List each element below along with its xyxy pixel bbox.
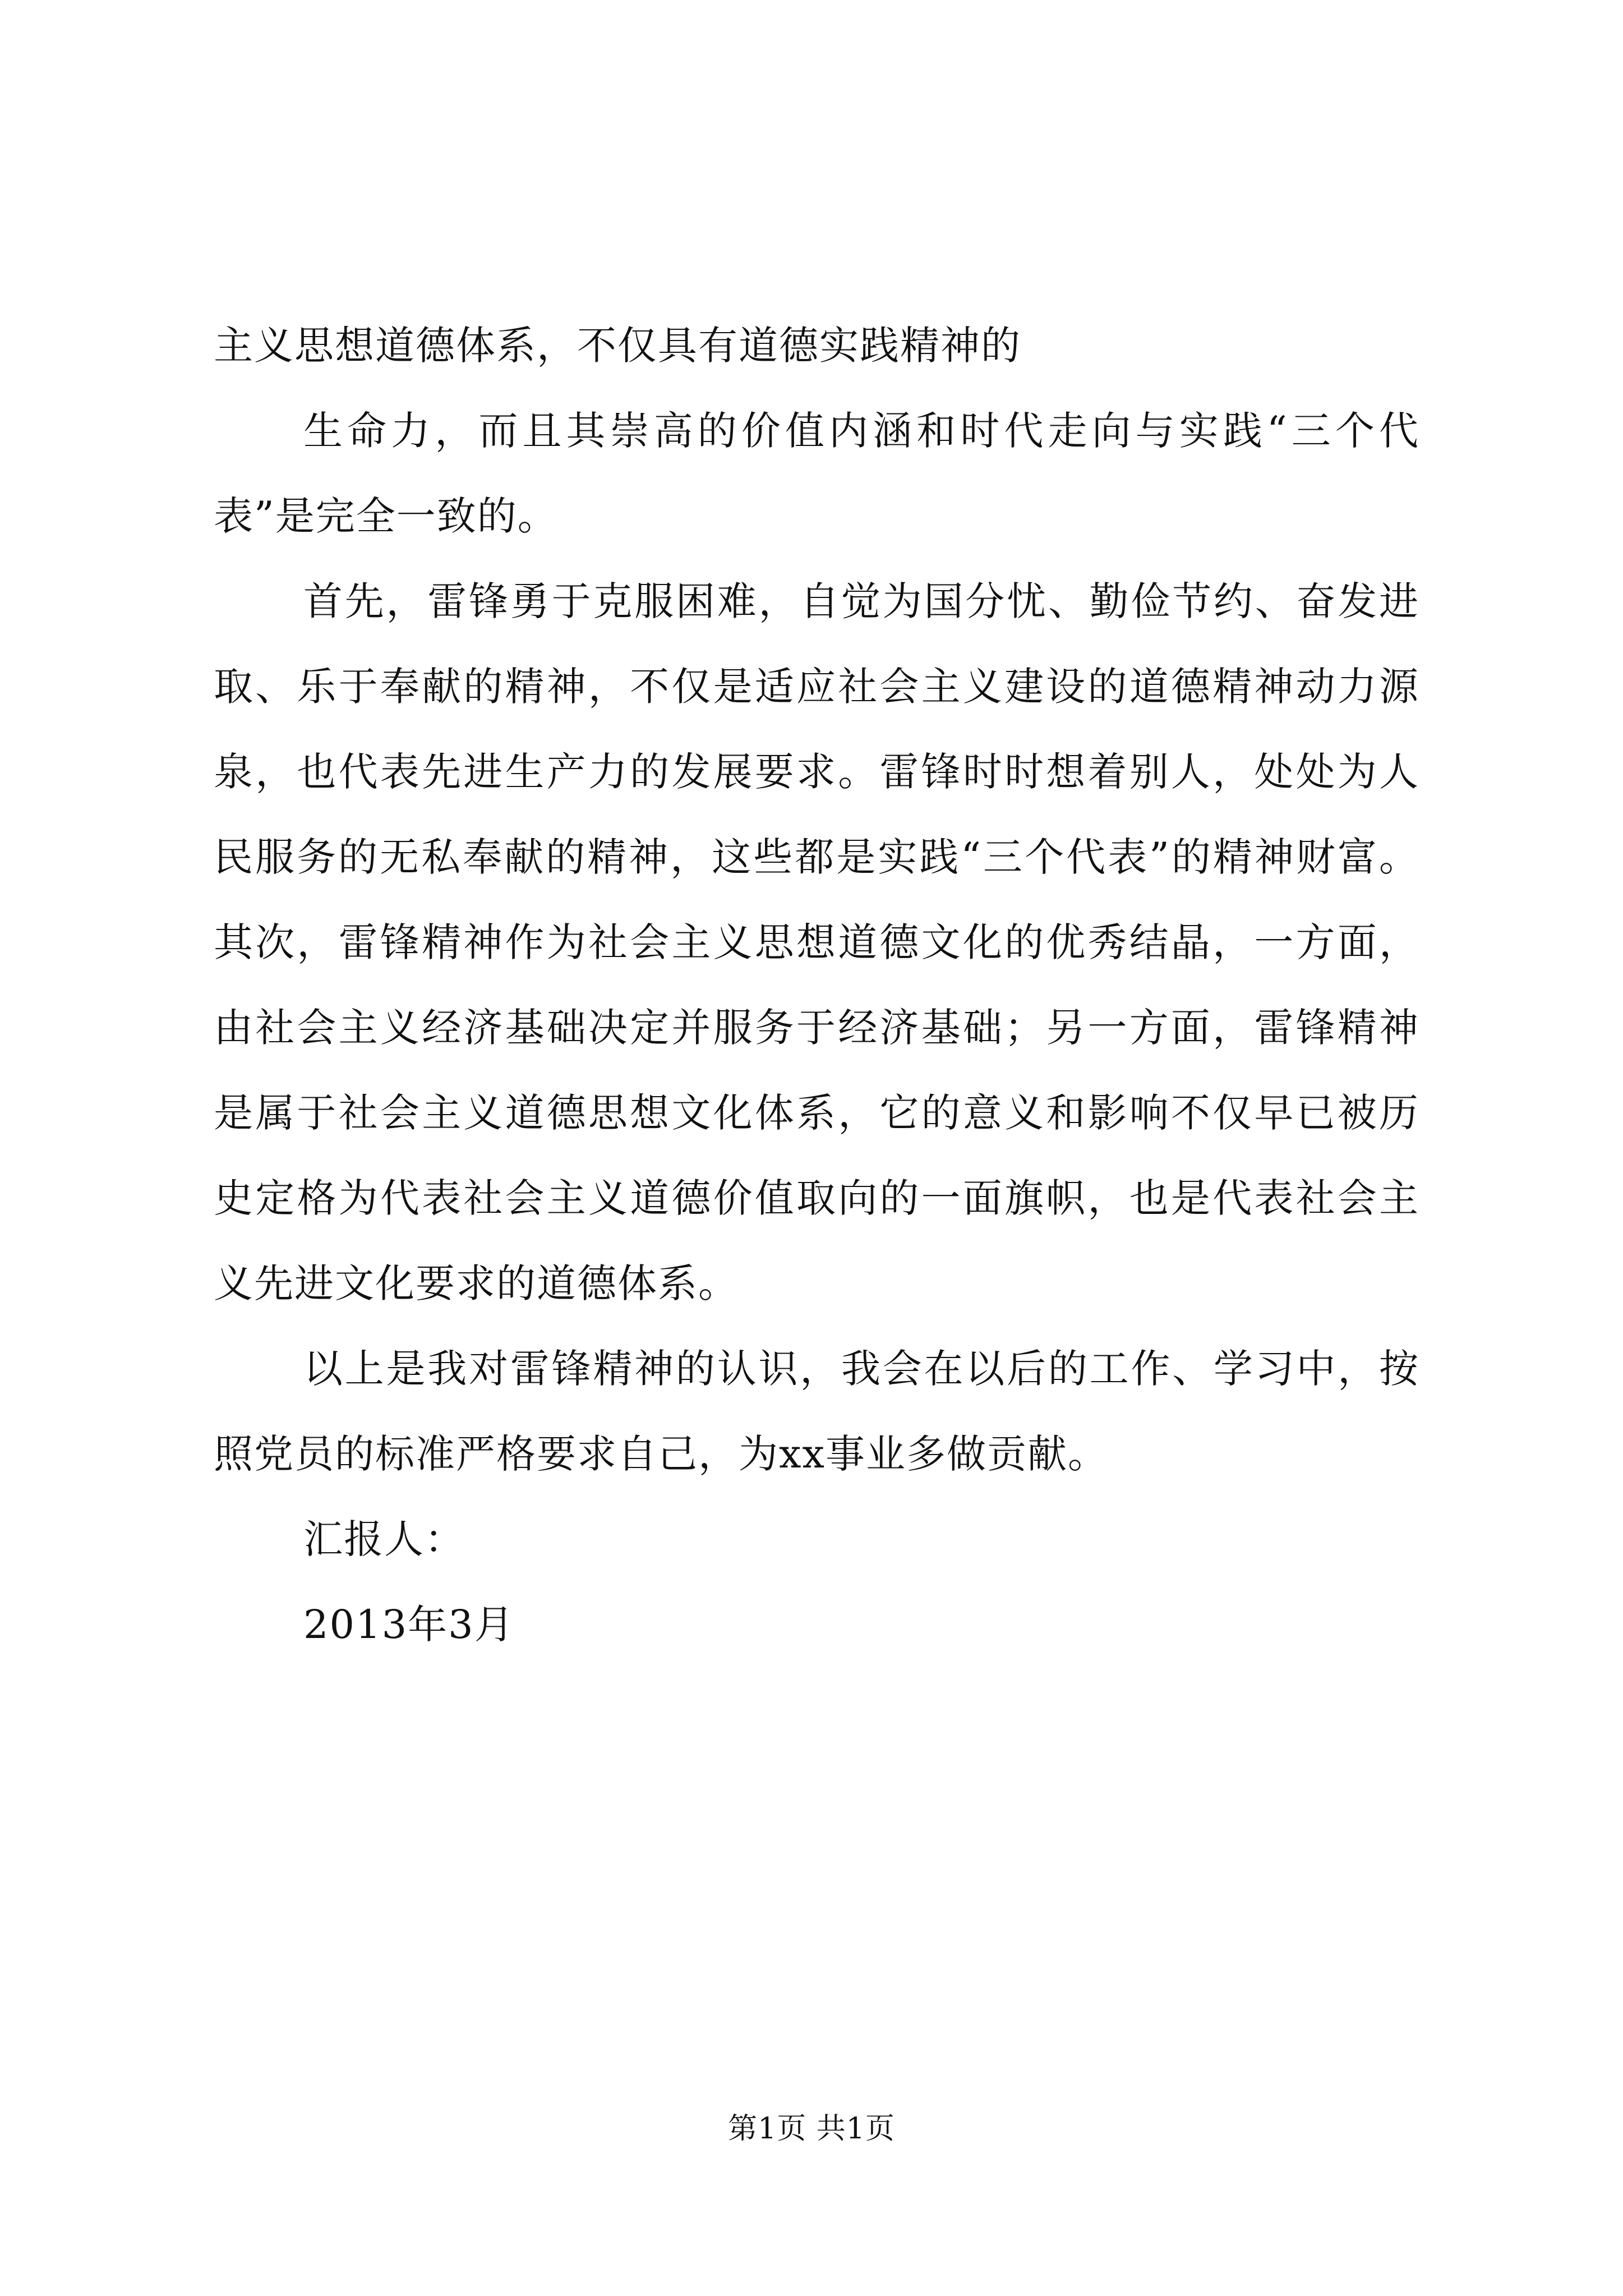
page-number-footer: 第1页 共1页: [728, 2112, 895, 2146]
paragraph-continuation: 主义思想道德体系，不仅具有道德实践精神的: [214, 323, 1021, 369]
document-body: [214, 303, 1419, 1667]
paragraph-conclusion: 以上是我对雷锋精神的认识，我会在以后的工作、学习中，按照党员的标准严格要求自己，为xx事业多做贡献。: [214, 1346, 1419, 1477]
reporter-label: 汇报人：: [303, 1516, 465, 1562]
paragraph-vitality: 生命力，而且其崇高的价值内涵和时代走向与实践“三个代表”是完全一致的。: [214, 408, 1419, 539]
report-date: 2013年3月: [303, 1602, 515, 1648]
paragraph-main-argument: 首先，雷锋勇于克服困难，自觉为国分忧、勤俭节约、奋发进取、乐于奉献的精神，不仅是适应社会主义建设的道德精神动力源泉，也代表先进生产力的发展要求。雷锋时时想着别人，处处为人民服务的无私奉献的精神，这些都是实践“三个代表”的精神财富。其次，雷锋精神作为社会主义思想道德文化的优秀结晶，一方面，由社会主义经济基础决定并服务于经济基础；另一方面，雷锋精神是属于社会主义道德思想文化体系，它的意义和影响不仅早已被历史定格为代表社会主义道德价值取向的一面旗帜，也是代表社会主义先进文化要求的道德体系。: [214, 578, 1419, 1306]
